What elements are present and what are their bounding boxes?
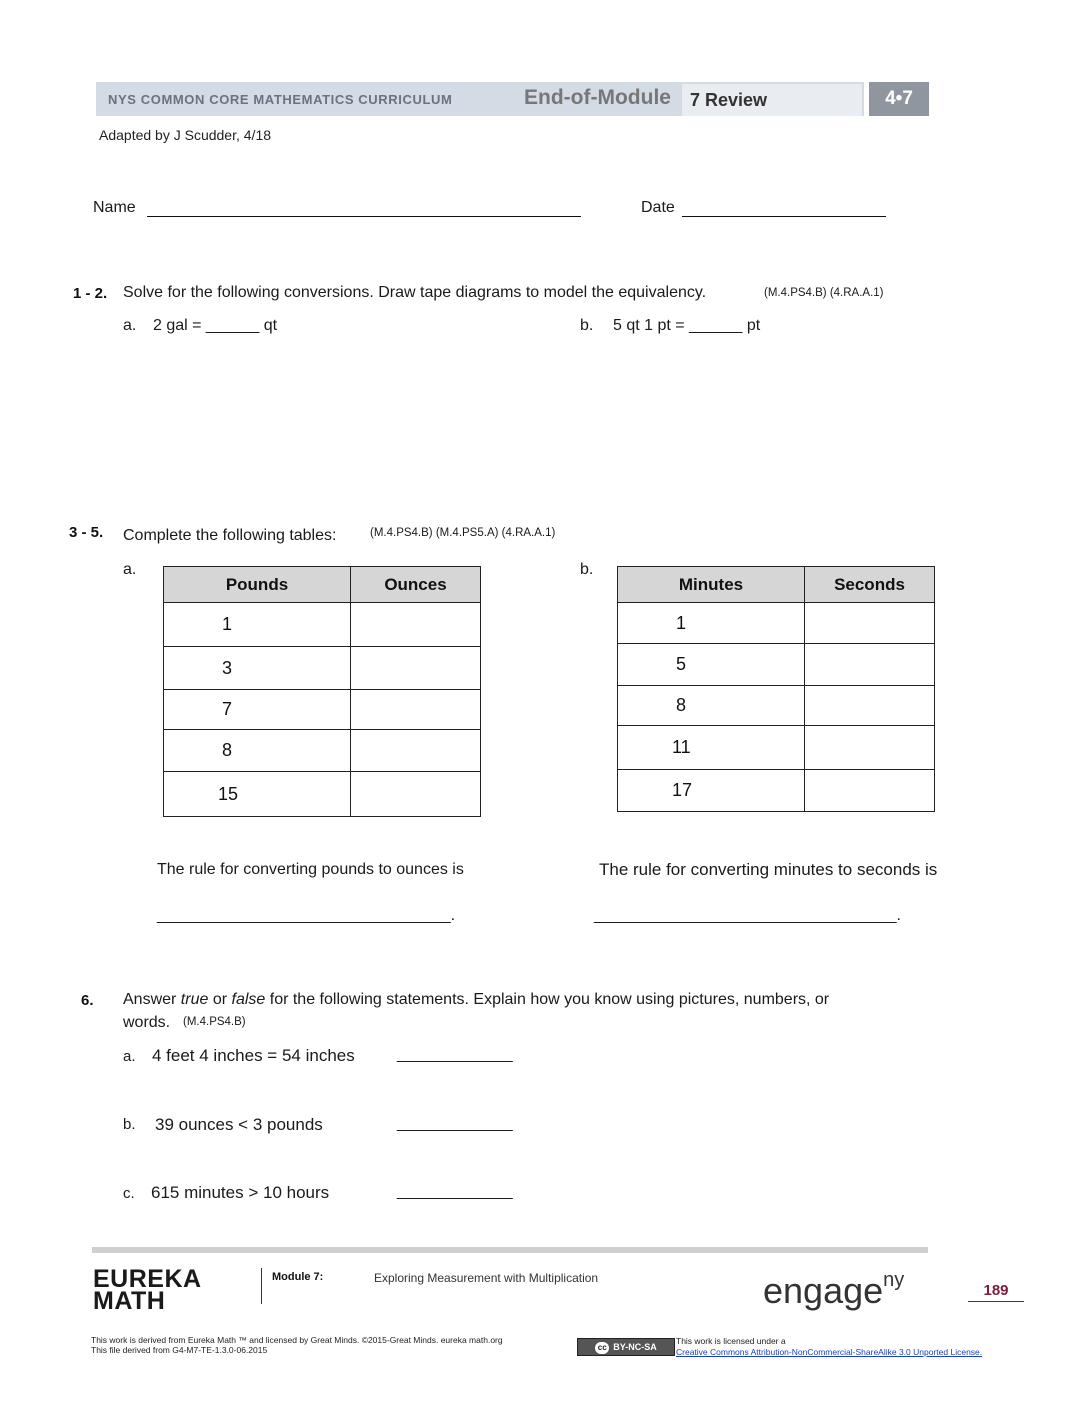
- pounds-cell: 8: [164, 730, 351, 772]
- seconds-answer-cell[interactable]: [805, 726, 935, 770]
- statement-b-answer-blank[interactable]: _____________: [397, 1115, 513, 1132]
- statement-b-label: b.: [123, 1116, 136, 1133]
- minutes-cell: 17: [618, 770, 805, 812]
- name-field-line[interactable]: [147, 216, 581, 217]
- table-row: [164, 603, 481, 647]
- question-1-a-label: a.: [123, 317, 137, 334]
- question-6-number: 6.: [81, 992, 94, 1009]
- module-review-title: End-of-Module: [524, 86, 671, 109]
- ounces-answer-cell[interactable]: [351, 647, 481, 690]
- date-field-line[interactable]: [682, 216, 886, 217]
- question-1-2-standards: (M.4.PS4.B) (4.RA.A.1): [764, 287, 884, 299]
- minutes-cell: 1: [618, 603, 805, 644]
- rule-pounds-prompt: The rule for converting pounds to ounces is: [157, 861, 464, 878]
- statement-a-text: 4 feet 4 inches = 54 inches: [152, 1046, 355, 1065]
- ounces-answer-cell[interactable]: [351, 603, 481, 647]
- question-3-5-number: 3 - 5.: [69, 524, 104, 541]
- cc-license-badge: cc BY-NC-SA: [577, 1338, 675, 1356]
- module-review-subtitle: 7 Review: [690, 90, 768, 110]
- pounds-cell: 7: [164, 690, 351, 730]
- pounds-cell: 15: [164, 772, 351, 817]
- table-header-minutes: Minutes: [618, 567, 805, 603]
- question-2-b-text: 5 qt 1 pt = ______ pt: [613, 317, 761, 334]
- grade-module-badge: 4•7: [869, 82, 929, 116]
- table-header-seconds: Seconds: [805, 567, 935, 603]
- module-review-subtitle-box: [682, 84, 862, 116]
- question-1-2-prompt: Solve for the following conversions. Draw tape diagrams to model the equivalency.: [123, 284, 707, 301]
- table-row: [618, 770, 935, 812]
- statement-a-answer-blank[interactable]: _____________: [397, 1046, 513, 1063]
- seconds-answer-cell[interactable]: [805, 644, 935, 686]
- question-1-a-text: 2 gal = ______ qt: [153, 317, 278, 334]
- table-row: [164, 690, 481, 730]
- rule-minutes-prompt: The rule for converting minutes to seconds is: [599, 860, 938, 879]
- module-label: Module 7:: [272, 1271, 324, 1283]
- minutes-cell: 8: [618, 686, 805, 726]
- question-3-b-label: b.: [580, 561, 594, 578]
- license-line-1: This work is derived from Eureka Math ™ and licensed by Great Minds. ©2015-Great Minds. eureka math.org: [91, 1335, 503, 1345]
- minutes-seconds-table: [617, 566, 935, 812]
- pounds-cell: 1: [164, 603, 351, 647]
- footer-divider: [261, 1268, 262, 1304]
- license-line-2: This file derived from G4-M7-TE-1.3.0-06.2015: [91, 1345, 268, 1355]
- ounces-answer-cell[interactable]: [351, 772, 481, 817]
- question-2-b-label: b.: [580, 317, 594, 334]
- seconds-answer-cell[interactable]: [805, 603, 935, 644]
- cc-license-text: This work is licensed under a: [676, 1336, 786, 1346]
- table-header-pounds: Pounds: [164, 567, 351, 603]
- seconds-answer-cell[interactable]: [805, 686, 935, 726]
- footer-rule: [92, 1247, 928, 1253]
- table-row: [164, 772, 481, 817]
- ounces-answer-cell[interactable]: [351, 690, 481, 730]
- ounces-answer-cell[interactable]: [351, 730, 481, 772]
- module-title: Exploring Measurement with Multiplication: [374, 1271, 599, 1285]
- table-row: [618, 686, 935, 726]
- question-6-prompt-line2: words.: [123, 1014, 171, 1031]
- statement-c-text: 615 minutes > 10 hours: [151, 1183, 330, 1202]
- curriculum-label: NYS COMMON CORE MATHEMATICS CURRICULUM: [108, 92, 453, 107]
- table-header-ounces: Ounces: [351, 567, 481, 603]
- statement-c-label: c.: [123, 1185, 135, 1202]
- rule-minutes-answer-blank[interactable]: __________________________________.: [594, 907, 901, 924]
- rule-pounds-answer-blank[interactable]: _________________________________.: [157, 907, 456, 924]
- table-row: [164, 647, 481, 690]
- engageny-logo: engage$^{ny}$: [763, 1269, 905, 1311]
- question-6-prompt: Answer true or false for the following statements. Explain how you know using pictures, numbers, or: [123, 991, 830, 1008]
- table-row: [618, 726, 935, 770]
- table-row: [618, 603, 935, 644]
- question-3-5-standards: (M.4.PS4.B) (M.4.PS5.A) (4.RA.A.1): [370, 527, 556, 539]
- page-number: 189: [968, 1282, 1024, 1302]
- question-6-standards: (M.4.PS4.B): [183, 1016, 246, 1028]
- table-row: [164, 730, 481, 772]
- name-label: Name: [93, 199, 136, 216]
- seconds-answer-cell[interactable]: [805, 770, 935, 812]
- question-3-a-label: a.: [123, 561, 137, 578]
- minutes-cell: 5: [618, 644, 805, 686]
- adapted-by-note: Adapted by J Scudder, 4/18: [99, 127, 272, 143]
- minutes-cell: 11: [618, 726, 805, 770]
- question-3-5-prompt: Complete the following tables:: [123, 527, 337, 544]
- eureka-math-logo: EUREKA MATH: [93, 1265, 202, 1315]
- question-1-2-number: 1 - 2.: [73, 285, 108, 302]
- date-label: Date: [641, 199, 675, 216]
- pounds-ounces-table: [163, 566, 481, 817]
- statement-a-label: a.: [123, 1048, 136, 1065]
- statement-c-answer-blank[interactable]: _____________: [397, 1183, 513, 1200]
- cc-license-link[interactable]: Creative Commons Attribution-NonCommercial-ShareAlike 3.0 Unported License.: [676, 1347, 983, 1357]
- table-row: [618, 644, 935, 686]
- statement-b-text: 39 ounces < 3 pounds: [155, 1115, 323, 1134]
- pounds-cell: 3: [164, 647, 351, 690]
